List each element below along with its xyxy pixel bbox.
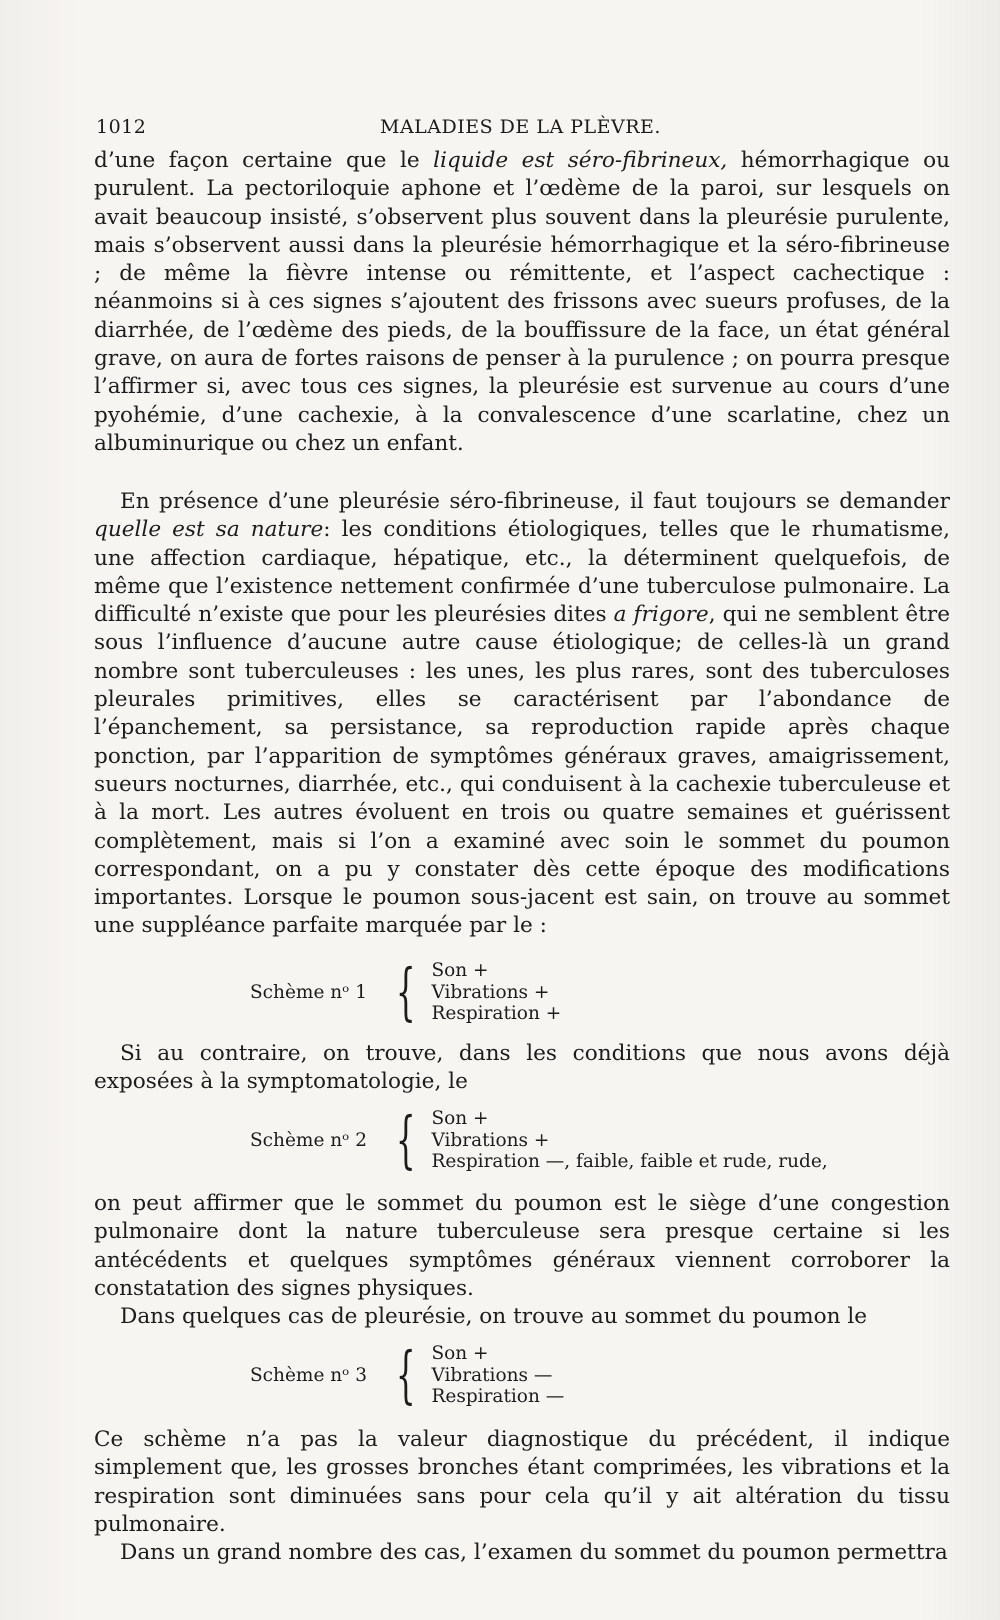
scheme-2 [250, 1103, 828, 1177]
paragraph-scheme3 [94, 1426, 950, 1567]
scheme-item: Vibrations + [431, 1129, 550, 1151]
scheme-item: Son + [431, 1108, 489, 1129]
scheme-item: Respiration —, faible, faible et rude, rude, [431, 1151, 828, 1172]
text-run: Dans quelques cas de pleurésie, on trouve au sommet du poumon le [120, 1304, 868, 1330]
text-run: on peut affirmer que le sommet du poumon est le siège d’une congestion pulmonaire dont la nature tuberculeuse sera presque certaine si les antécédents et quelques symptômes généraux viennent corroborer la constatation des signes physiques. [94, 1191, 950, 1301]
scheme-label: Schème nᵒ 1 [250, 981, 367, 1003]
scheme-item: Respiration + [431, 1003, 562, 1024]
scheme-item: Vibrations + [431, 981, 550, 1003]
italic-term: liquide est séro-fibrineux, [433, 148, 728, 173]
paragraph-congestion [94, 1190, 950, 1331]
scheme-item: Son + [431, 960, 489, 981]
text-run: En présence d’une pleurésie séro-fibrineuse, il faut toujours se demander [120, 489, 950, 514]
scheme-item: Respiration — [431, 1386, 565, 1407]
brace-icon: { [395, 1103, 416, 1177]
paragraph-nature [94, 488, 950, 941]
text-run: Ce schème n’a pas la valeur diagnostique du précédent, il indique simplement que, les grosses bronches étant comprimées, les vibrations et la respiration sont diminuées sans pour cela qu’il y ait altération du tissu pulmonaire. [94, 1427, 950, 1537]
brace-icon: { [395, 955, 416, 1029]
italic-term: quelle est sa nature [94, 517, 324, 543]
scheme-label: Schème nᵒ 3 [250, 1364, 367, 1386]
text-run: Dans un grand nombre des cas, l’examen du sommet du poumon permettra [120, 1540, 948, 1566]
text-run: d’une façon certaine que le [94, 148, 434, 173]
scheme-item: Son + [431, 1343, 489, 1364]
text-run: , qui ne semblent être sous l’influence d’aucune autre cause étiologique; de celles-là un grand nombre sont tuberculeuses : les unes, les plus rares, sont des tuberculoses pleurales primitives, elles se caractérisent par l’abondance de l’épanchement, sa persistance, sa reproduction rapide après chaque ponction, par l’apparition de symptômes généraux graves, amaigrissement, sueurs nocturnes, diarrhée, etc., qui conduisent à la cachexie tuberculeuse et à la mort. Les autres évoluent en trois ou quatre semaines et guérissent complètement, mais si l’on a examiné avec soin le sommet du poumon correspondant, on a pu y constater dès cette époque des modifications importantes. Lorsque le poumon sous-jacent est sain, on trouve au sommet une suppléance parfaite marquée par le : [94, 602, 950, 939]
text-run: hémorrhagique ou purulent. La pectoriloquie aphone et l’œdème de la paroi, sur lesquels on avait beaucoup insisté, s’observent plus souvent dans la pleurésie purulente, mais s’observent aussi dans la pleurésie hémorrhagique et la séro-fibrineuse ; de même la fièvre intense ou rémittente, et l’aspect cachectique : néanmoins si à ces signes s’ajoutent des frissons avec sueurs profuses, de la diarrhée, de l’œdème des pieds, de la bouffissure de la face, un état général grave, on aura de fortes raisons de penser à la purulence ; on pourra presque l’affirmer si, avec tous ces signes, la pleurésie est survenue au cours d’une pyohémie, d’une cachexie, à la convalescence d’une scarlatine, chez un albuminurique ou chez un enfant. [94, 148, 950, 456]
italic-term: a frigore [613, 602, 709, 628]
text-run: : les conditions étiologiques, telles que le rhumatisme, une affection cardiaque, hépatique, etc., la déterminent quelquefois, de même que l’existence nettement confirmée d’une tuberculose pulmonaire. La difficulté n’existe que pour les pleurésies dites [94, 517, 951, 628]
paragraph-contrary [94, 1040, 950, 1097]
running-title: MALADIES DE LA PLÈVRE. [380, 116, 661, 138]
scheme-3 [250, 1338, 565, 1412]
page-number: 1012 [96, 116, 147, 138]
scheme-1 [250, 955, 562, 1029]
scheme-item: Vibrations — [431, 1364, 553, 1386]
brace-icon: { [395, 1338, 416, 1412]
paragraph-purulence [94, 147, 950, 458]
scheme-label: Schème nᵒ 2 [250, 1129, 367, 1151]
text-run: Si au contraire, on trouve, dans les conditions que nous avons déjà exposées à la symptomatologie, le [94, 1041, 950, 1095]
